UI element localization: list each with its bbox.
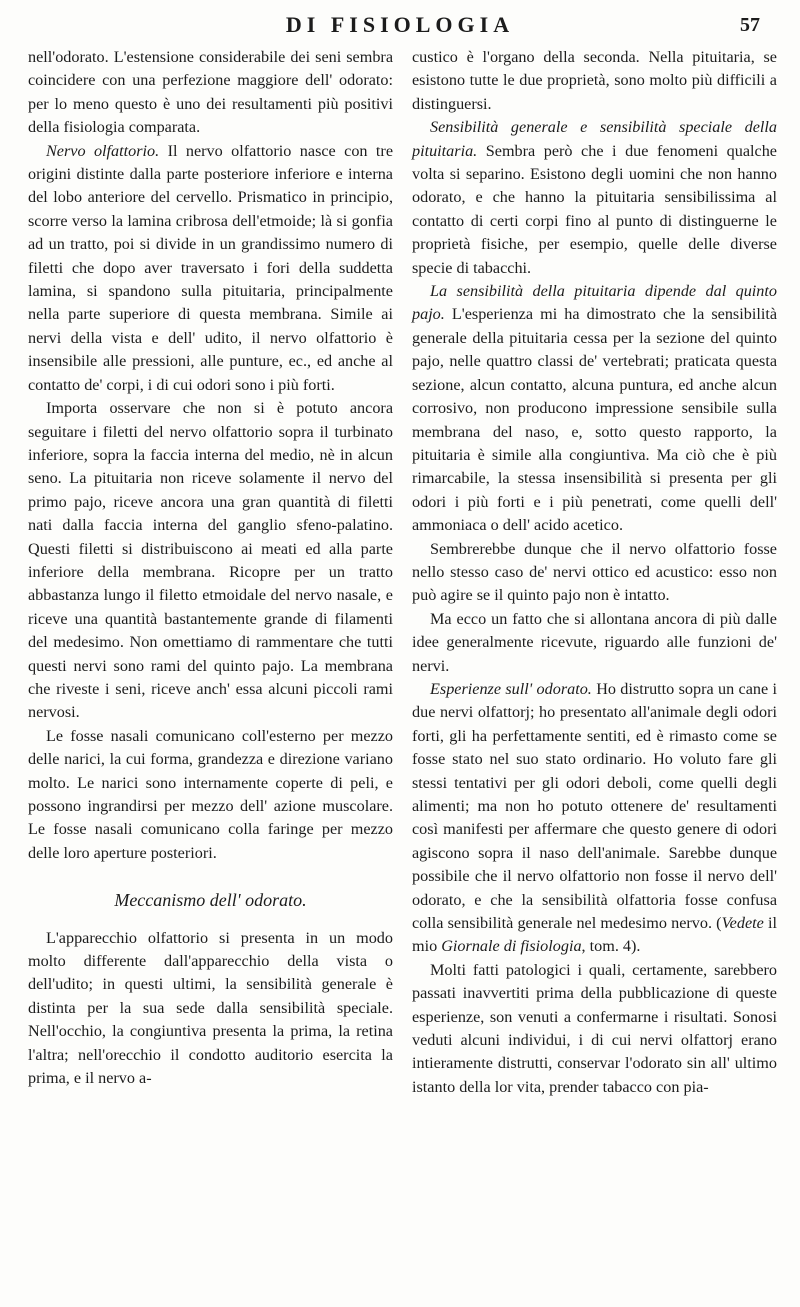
reference-text: , tom. 4). [581, 937, 641, 956]
paragraph-text: L'esperienza mi ha dimostrato che la sensibilità generale della pituitaria cessa per la sezione del quinto pajo, nelle quattro classi de' vertebrati; praticata questa sezione, alcun contatto, alcuna puntura, ed anche alcun corrosivo, non producono impressione sensibile sulla membrana del naso, e, sotto questo rapporto, la pituitaria è simile alla congiuntiva. Ma ciò che è più rimarcabile, la stessa insensibilità si presenta per gli odori i più forti e i più penetrati, come quelli dell' ammoniaca o dell' acido acetico. [412, 305, 777, 535]
paragraph-heading: Esperienze sull' odorato. [430, 679, 592, 698]
paragraph-text: Ho distrutto sopra un cane i due nervi olfattorj; ho presentato all'animale degli odori forti, gli ha perfettamente sentiti, ed è rimasto come se fosse stato nel suo stato ordinario. Ho voluto fare gli stessi tentativi per gli odori deboli, come quelli degli alimenti; ma non ho potuto ottenere de' resultamenti così manifesti per affermare che questo genere di odori agiscono sopra il naso dell'animale. Sarebbe dunque possibile che il nervo olfattorio non fosse il nervo dell' odorato, e che la sensibilità olfattoria fosse confusa colla sensibilità generale nel medesimo nervo. ( [412, 679, 777, 933]
paragraph: nell'odorato. L'estensione considerabile dei seni sembra coincidere con una perfezione maggiore dell' odorato: per lo meno questo è uno dei resultamenti più positivi della fisiologia comparata. [28, 48, 393, 137]
paragraph: Molti fatti patologici i quali, certamente, sarebbero passati inavvertiti prima della pubblicazione di queste esperienze, son venuti a confermarne i risultati. Sonosi veduti alcuni individui, i di cui nervi olfattorj erano intieramente distrutti, conservar l'odorato sin all' ultimo istanto della lor vita, prender tabacco con pia- [412, 960, 777, 1096]
paragraph-heading: La sensibilità della pituitaria dipende dal quinto pajo. [412, 282, 777, 324]
paragraph-text: Sembra però che i due fenomeni qualche volta si separino. Esistono degli uomini che non hanno odorato, e che hanno la pituitaria sensibilissima al contatto di certi corpi fino al punto di distinguerne le proprietà fisiche, per esempio, quelle delle diverse specie di tabacchi. [412, 141, 777, 277]
left-column [28, 46, 393, 1090]
paragraph: L'apparecchio olfattorio si presenta in un modo molto differente dall'apparecchio della vista o dell'udito; in questi ultimi, la sensibilità generale è distinta per la sua sede dalla sensibilità speciale. Nell'occhio, la congiuntiva presenta la prima, la retina l'altra; nell'orecchio il condotto auditorio esercita la prima, e il nervo a- [28, 928, 393, 1088]
reference-see: Vedete [721, 914, 764, 933]
reference-text: il mio [412, 914, 777, 956]
running-title: DI FISIOLOGIA [285, 12, 515, 37]
reference-journal: Giornale di fisiologia [441, 937, 582, 956]
paragraph [412, 678, 777, 959]
right-column [412, 46, 777, 1099]
paragraph [412, 280, 777, 537]
paragraph: custico è l'organo della seconda. Nella pituitaria, se esistono tutte le due proprietà, sono molto più difficili a distinguersi. [412, 48, 777, 113]
paragraph: Sembrerebbe dunque che il nervo olfattorio fosse nello stesso caso de' nervi ottico ed acustico: esso non può agire se il quinto pajo non è intatto. [412, 539, 777, 605]
page-number: 57 [740, 14, 760, 36]
paragraph-heading: Sensibilità generale e sensibilità speciale della pituitaria. [412, 118, 777, 160]
paragraph: Le fosse nasali comunicano coll'esterno per mezzo delle narici, la cui forma, grandezza e direzione variano molto. Le narici sono internamente coperte di peli, e possono ingrandirsi per mezzo dell' azione muscolare. Le fosse nasali comunicano colla faringe per mezzo delle loro aperture posteriori. [28, 726, 393, 862]
paragraph [28, 140, 393, 397]
section-heading: Meccanismo dell' odorato. [114, 890, 307, 911]
paragraph: Importa osservare che non si è potuto ancora seguitare i filetti del nervo olfattorio sopra il turbinato inferiore, sopra la faccia interna del medio, nè in alcun seno. La pituitaria non riceve solamente il nervo del primo pajo, riceve ancora una gran quantità di filetti nati dalla faccia interna del ganglio sfeno-palatino. Questi filetti si distribuiscono ai meati ed alla parte inferiore della membrana. Ricopre per un tratto abbastanza lungo il filetto etmoidale del nervo nasale, e riceve una quantità bastantemente grande di filamenti del medesimo. Non omettiamo di rammentare che tutti questi nervi sono rami del quinto pajo. La membrana che riveste i seni, riceve anch' essa alcuni piccoli rami nervosi. [28, 399, 393, 722]
paragraph: Ma ecco un fatto che si allontana ancora di più dalle idee generalmente ricevute, riguardo alle funzioni de' nervi. [412, 609, 777, 675]
paragraph [412, 116, 777, 280]
running-head [0, 12, 800, 42]
paragraph-text: Il nervo olfattorio nasce con tre origini distinte dalla parte posteriore inferiore e interna del lobo anteriore del cervello. Prismatico in principio, scorre verso la lamina cribrosa dell'etmoide; là si gonfia ad un tratto, poi si divide in un grandissimo numero di filetti che dopo aver traversato i fori della suddetta lamina, si spandono sulla pituitaria, principalmente nella parte superiore di questa membrana. Simile ai nervi della vista e dell' udito, il nervo olfattorio è insensibile alle pressioni, alle punture, ec., ed anche al contatto de' corpi, i di cui odori sono i più forti. [28, 141, 393, 394]
paragraph-heading: Nervo olfattorio. [46, 141, 160, 160]
